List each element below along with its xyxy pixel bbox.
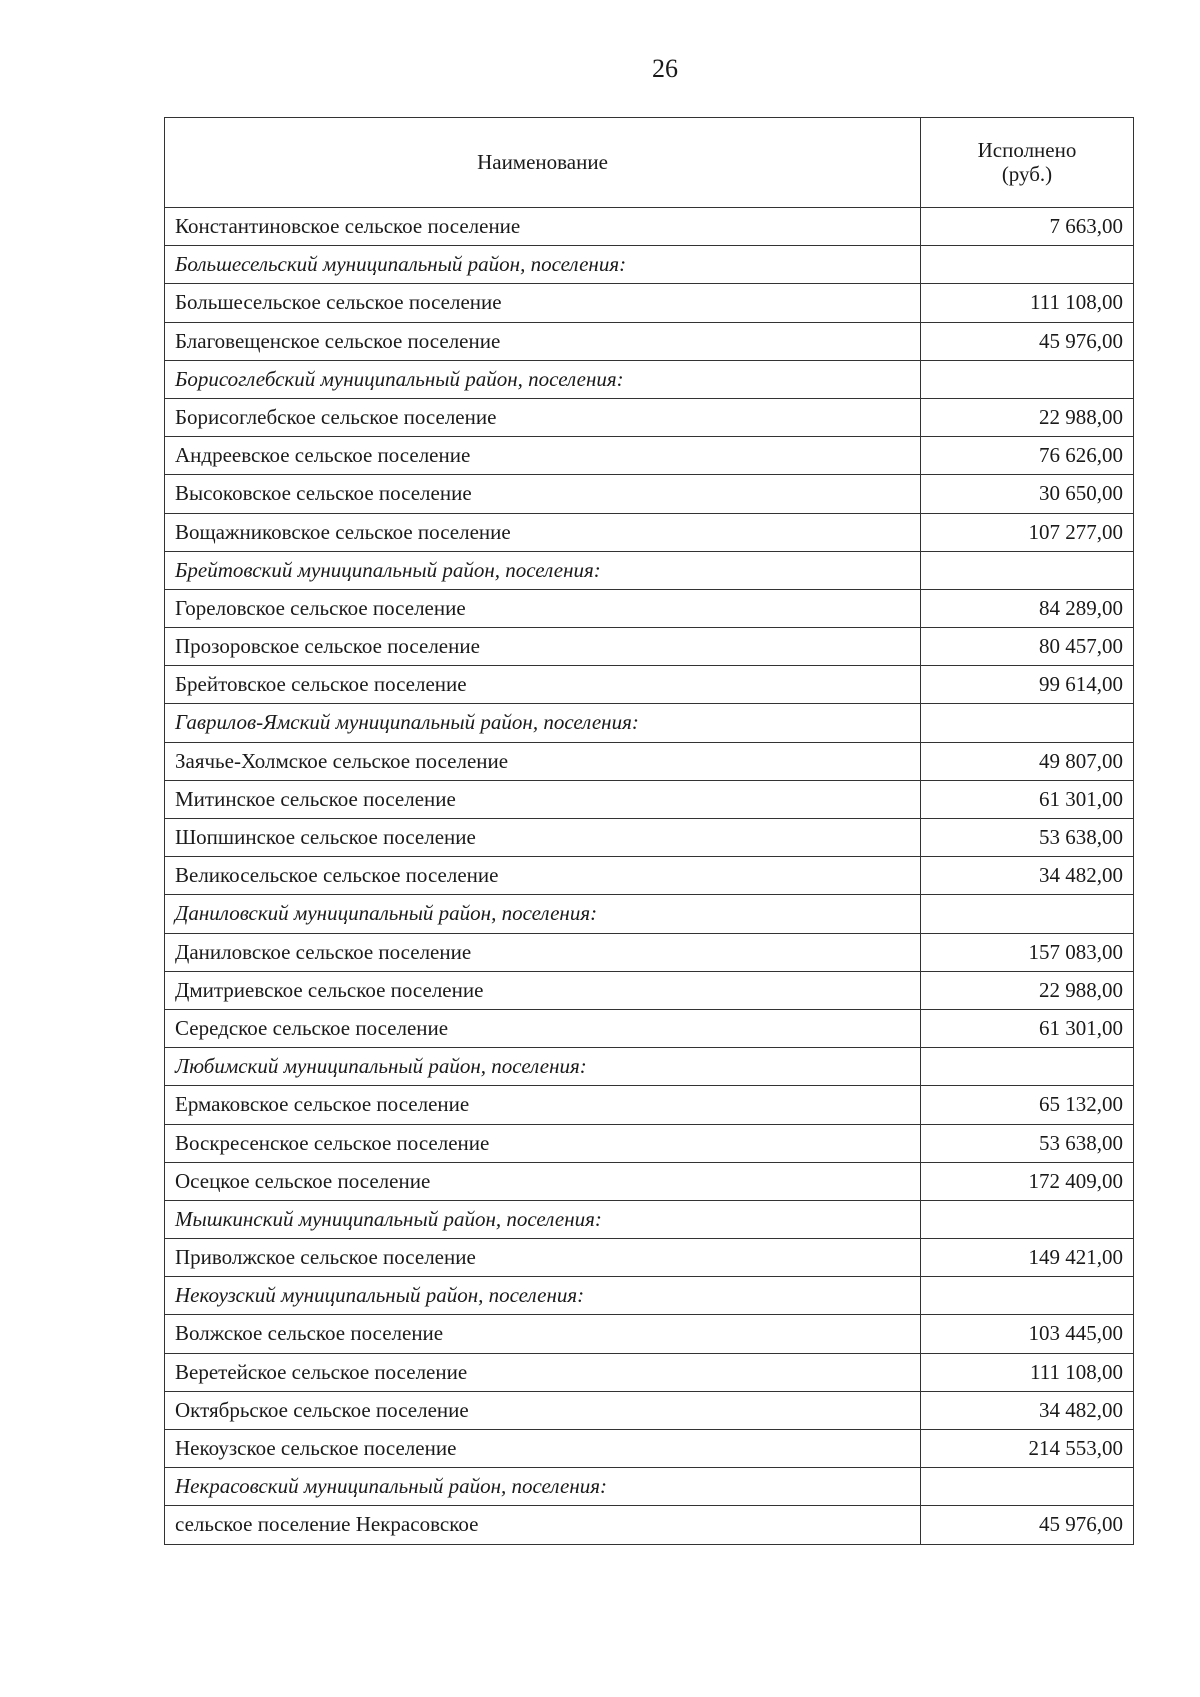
executed-amount: 34 482,00 <box>921 1391 1134 1429</box>
settlement-name: Константиновское сельское поселение <box>165 208 921 246</box>
settlement-name: Ермаковское сельское поселение <box>165 1086 921 1124</box>
settlement-name: Волжское сельское поселение <box>165 1315 921 1353</box>
executed-amount: 53 638,00 <box>921 1124 1134 1162</box>
settlement-name: Брейтовское сельское поселение <box>165 666 921 704</box>
executed-amount <box>921 360 1134 398</box>
district-name: Некоузский муниципальный район, поселения: <box>165 1277 921 1315</box>
district-header-row <box>165 551 1134 589</box>
settlement-name: Приволжское сельское поселение <box>165 1239 921 1277</box>
district-header-row <box>165 1277 1134 1315</box>
table-row <box>165 971 1134 1009</box>
executed-amount: 99 614,00 <box>921 666 1134 704</box>
settlement-name: Веретейское сельское поселение <box>165 1353 921 1391</box>
header-executed <box>921 118 1134 208</box>
district-name: Борисоглебский муниципальный район, поселения: <box>165 360 921 398</box>
district-name: Мышкинский муниципальный район, поселения: <box>165 1200 921 1238</box>
settlement-name: Середское сельское поселение <box>165 1009 921 1047</box>
table-row <box>165 666 1134 704</box>
executed-amount: 49 807,00 <box>921 742 1134 780</box>
header-executed-line2: (руб.) <box>1001 161 1053 186</box>
executed-amount: 65 132,00 <box>921 1086 1134 1124</box>
executed-amount: 84 289,00 <box>921 589 1134 627</box>
executed-amount <box>921 246 1134 284</box>
table-row <box>165 284 1134 322</box>
table-row <box>165 1239 1134 1277</box>
settlement-name: Дмитриевское сельское поселение <box>165 971 921 1009</box>
table-row <box>165 1506 1134 1544</box>
table-row <box>165 1124 1134 1162</box>
executed-amount <box>921 1200 1134 1238</box>
district-name: Некрасовский муниципальный район, поселения: <box>165 1468 921 1506</box>
table-row <box>165 1162 1134 1200</box>
executed-amount: 61 301,00 <box>921 1009 1134 1047</box>
district-name: Большесельский муниципальный район, поселения: <box>165 246 921 284</box>
district-name: Любимский муниципальный район, поселения: <box>165 1048 921 1086</box>
executed-amount: 214 553,00 <box>921 1430 1134 1468</box>
district-name: Гаврилов-Ямский муниципальный район, поселения: <box>165 704 921 742</box>
executed-amount: 157 083,00 <box>921 933 1134 971</box>
budget-table <box>164 117 1134 1545</box>
executed-amount <box>921 895 1134 933</box>
table-row <box>165 857 1134 895</box>
table-row <box>165 208 1134 246</box>
executed-amount: 30 650,00 <box>921 475 1134 513</box>
executed-amount <box>921 1468 1134 1506</box>
settlement-name: Митинское сельское поселение <box>165 780 921 818</box>
district-header-row <box>165 1468 1134 1506</box>
executed-amount: 61 301,00 <box>921 780 1134 818</box>
table-row <box>165 1430 1134 1468</box>
executed-amount: 22 988,00 <box>921 971 1134 1009</box>
district-header-row <box>165 360 1134 398</box>
table-body <box>165 208 1134 1545</box>
table-row <box>165 1086 1134 1124</box>
executed-amount: 111 108,00 <box>921 284 1134 322</box>
settlement-name: Даниловское сельское поселение <box>165 933 921 971</box>
executed-amount: 45 976,00 <box>921 1506 1134 1544</box>
table-row <box>165 819 1134 857</box>
district-header-row <box>165 1200 1134 1238</box>
district-header-row <box>165 246 1134 284</box>
executed-amount <box>921 704 1134 742</box>
header-row <box>165 118 1134 208</box>
executed-amount <box>921 1277 1134 1315</box>
settlement-name: Шопшинское сельское поселение <box>165 819 921 857</box>
table-row <box>165 398 1134 436</box>
district-header-row <box>165 704 1134 742</box>
executed-amount: 45 976,00 <box>921 322 1134 360</box>
district-name: Даниловский муниципальный район, поселения: <box>165 895 921 933</box>
executed-amount: 111 108,00 <box>921 1353 1134 1391</box>
district-name: Брейтовский муниципальный район, поселения: <box>165 551 921 589</box>
table-row <box>165 1391 1134 1429</box>
executed-amount: 107 277,00 <box>921 513 1134 551</box>
header-name: Наименование <box>165 118 921 208</box>
table-row <box>165 1315 1134 1353</box>
settlement-name: Высоковское сельское поселение <box>165 475 921 513</box>
settlement-name: Борисоглебское сельское поселение <box>165 398 921 436</box>
settlement-name: Андреевское сельское поселение <box>165 437 921 475</box>
settlement-name: Гореловское сельское поселение <box>165 589 921 627</box>
district-header-row <box>165 895 1134 933</box>
district-header-row <box>165 1048 1134 1086</box>
settlement-name: Осецкое сельское поселение <box>165 1162 921 1200</box>
settlement-name: Заячье-Холмское сельское поселение <box>165 742 921 780</box>
settlement-name: Прозоровское сельское поселение <box>165 628 921 666</box>
executed-amount: 34 482,00 <box>921 857 1134 895</box>
executed-amount: 172 409,00 <box>921 1162 1134 1200</box>
page-number: 26 <box>652 54 678 83</box>
settlement-name: Благовещенское сельское поселение <box>165 322 921 360</box>
table-row <box>165 437 1134 475</box>
table-row <box>165 475 1134 513</box>
executed-amount: 22 988,00 <box>921 398 1134 436</box>
executed-amount: 7 663,00 <box>921 208 1134 246</box>
executed-amount: 53 638,00 <box>921 819 1134 857</box>
executed-amount: 103 445,00 <box>921 1315 1134 1353</box>
table-row <box>165 628 1134 666</box>
table-row <box>165 513 1134 551</box>
table-row <box>165 1009 1134 1047</box>
executed-amount: 76 626,00 <box>921 437 1134 475</box>
table-row <box>165 1353 1134 1391</box>
executed-amount: 149 421,00 <box>921 1239 1134 1277</box>
settlement-name: Некоузское сельское поселение <box>165 1430 921 1468</box>
table-row <box>165 742 1134 780</box>
settlement-name: Октябрьское сельское поселение <box>165 1391 921 1429</box>
table-row <box>165 933 1134 971</box>
executed-amount: 80 457,00 <box>921 628 1134 666</box>
settlement-name: сельское поселение Некрасовское <box>165 1506 921 1544</box>
table-row <box>165 589 1134 627</box>
table-row <box>165 322 1134 360</box>
executed-amount <box>921 1048 1134 1086</box>
table-header <box>165 118 1134 208</box>
header-executed-line1: Исполнено <box>977 138 1077 163</box>
executed-amount <box>921 551 1134 589</box>
settlement-name: Большесельское сельское поселение <box>165 284 921 322</box>
settlement-name: Вощажниковское сельское поселение <box>165 513 921 551</box>
settlement-name: Воскресенское сельское поселение <box>165 1124 921 1162</box>
table-row <box>165 780 1134 818</box>
settlement-name: Великосельское сельское поселение <box>165 857 921 895</box>
